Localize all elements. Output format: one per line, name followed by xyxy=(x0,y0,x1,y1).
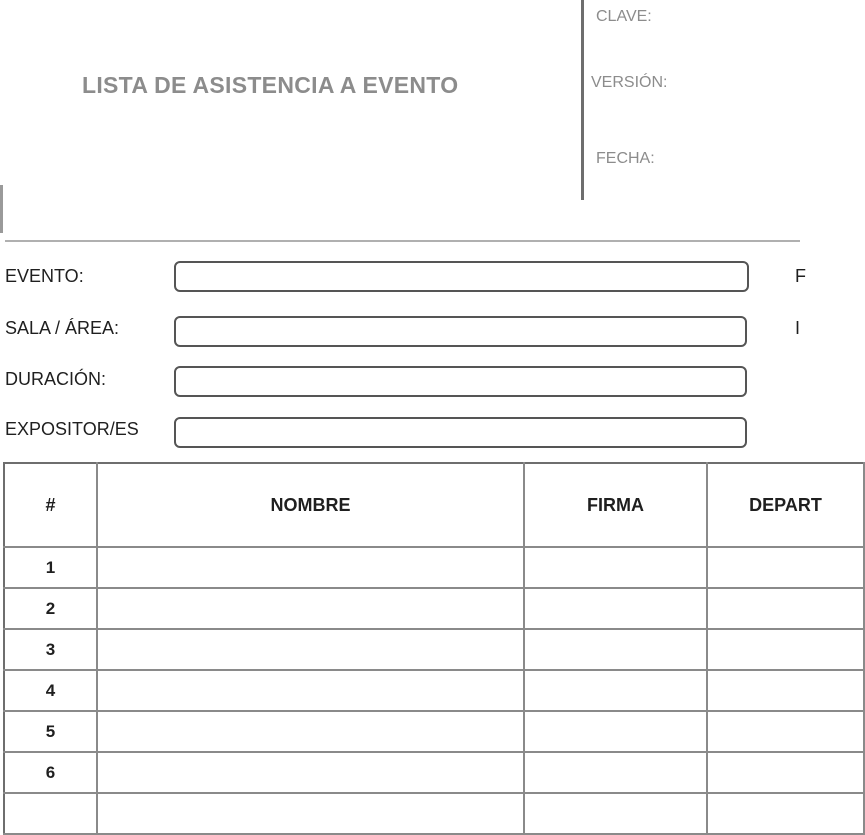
col-header-firma: FIRMA xyxy=(524,463,707,547)
firma-cell[interactable] xyxy=(524,711,707,752)
departamento-cell[interactable] xyxy=(707,588,864,629)
duracion-label: DURACIÓN: xyxy=(5,369,107,389)
row-number: 5 xyxy=(4,711,97,752)
firma-cell[interactable] xyxy=(524,670,707,711)
table-row xyxy=(4,670,864,711)
expositores-label: EXPOSITOR/ES xyxy=(5,419,139,439)
expositores-input[interactable] xyxy=(174,417,747,448)
table-row xyxy=(4,793,864,834)
table-header-row xyxy=(4,463,864,547)
departamento-cell[interactable] xyxy=(707,752,864,793)
table-row xyxy=(4,629,864,670)
nombre-cell[interactable] xyxy=(97,588,524,629)
row-number: 4 xyxy=(4,670,97,711)
sala-area-input[interactable] xyxy=(174,316,747,347)
departamento-cell[interactable] xyxy=(707,547,864,588)
attendance-table-wrapper xyxy=(3,462,822,800)
firma-cell[interactable] xyxy=(524,793,707,834)
duracion-input[interactable] xyxy=(174,366,747,397)
firma-cell[interactable] xyxy=(524,629,707,670)
row-number: 3 xyxy=(4,629,97,670)
sala-area-label: SALA / ÁREA: xyxy=(5,318,120,338)
row-number: 2 xyxy=(4,588,97,629)
firma-cell[interactable] xyxy=(524,752,707,793)
nombre-cell[interactable] xyxy=(97,793,524,834)
nombre-cell[interactable] xyxy=(97,752,524,793)
right-field-label-clipped-2: I xyxy=(795,318,801,338)
departamento-cell[interactable] xyxy=(707,670,864,711)
row-number: 1 xyxy=(4,547,97,588)
nombre-cell[interactable] xyxy=(97,547,524,588)
version-label: VERSIÓN: xyxy=(591,74,668,91)
row-number: 6 xyxy=(4,752,97,793)
evento-label: EVENTO: xyxy=(5,266,84,286)
left-border-fragment xyxy=(0,185,3,233)
evento-input[interactable] xyxy=(174,261,749,292)
departamento-cell[interactable] xyxy=(707,711,864,752)
table-row xyxy=(4,547,864,588)
table-row xyxy=(4,588,864,629)
table-row xyxy=(4,752,864,793)
nombre-cell[interactable] xyxy=(97,711,524,752)
firma-cell[interactable] xyxy=(524,547,707,588)
fecha-label: FECHA: xyxy=(596,150,655,167)
firma-cell[interactable] xyxy=(524,588,707,629)
nombre-cell[interactable] xyxy=(97,670,524,711)
table-row xyxy=(4,711,864,752)
header-separator xyxy=(5,240,800,242)
nombre-cell[interactable] xyxy=(97,629,524,670)
col-header-departamento: DEPART xyxy=(707,463,864,547)
col-header-nombre: NOMBRE xyxy=(97,463,524,547)
row-number xyxy=(4,793,97,834)
document-title: LISTA DE ASISTENCIA A EVENTO xyxy=(82,72,459,98)
right-field-label-clipped: F xyxy=(795,266,806,286)
col-header-number: # xyxy=(4,463,97,547)
departamento-cell[interactable] xyxy=(707,793,864,834)
attendance-table xyxy=(3,462,865,835)
header-divider xyxy=(581,0,584,200)
clave-label: CLAVE: xyxy=(596,8,652,25)
departamento-cell[interactable] xyxy=(707,629,864,670)
